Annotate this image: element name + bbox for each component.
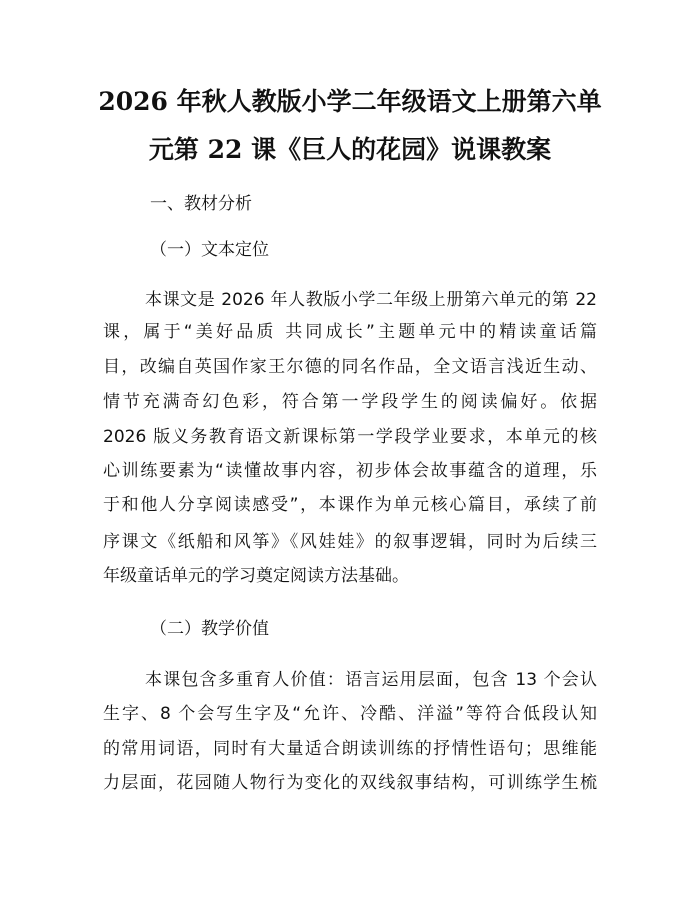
paragraph-line: 目，改编自英国作家王尔德的同名作品，全文语言浅近生动、 xyxy=(103,357,597,377)
subsection-heading-text-positioning: （一）文本定位 xyxy=(150,240,269,260)
paragraph-line: 的常用词语，同时有大量适合朗读训练的抒情性语句；思维能 xyxy=(103,739,597,759)
paragraph-line: 本课包含多重育人价值：语言运用层面，包含 13 个会认 xyxy=(145,670,597,690)
paragraph-line: 生字、8 个会写生字及“允许、冷酷、洋溢”等符合低段认知 xyxy=(103,704,597,724)
paragraph-line: 力层面，花园随人物行为变化的双线叙事结构，可训练学生梳 xyxy=(103,773,597,793)
paragraph-line: 心训练要素为“读懂故事内容，初步体会故事蕴含的道理，乐 xyxy=(103,461,597,481)
section-heading-textbook-analysis: 一、教材分析 xyxy=(150,194,252,214)
paragraph-line: 课，属于“美好品质 共同成长”主题单元中的精读童话篇 xyxy=(103,322,597,342)
document-title-line-2: 元第 22 课《巨人的花园》说课教案 xyxy=(148,135,552,164)
paragraph-line: 本课文是 2026 年人教版小学二年级上册第六单元的第 22 xyxy=(145,290,597,310)
paragraph-line: 序课文《纸船和风筝》《风娃娃》的叙事逻辑，同时为后续三 xyxy=(103,532,597,552)
paragraph-line: 于和他人分享阅读感受”，本课作为单元核心篇目，承续了前 xyxy=(103,495,597,515)
paragraph-line: 年级童话单元的学习奠定阅读方法基础。 xyxy=(103,566,409,586)
paragraph-line: 情节充满奇幻色彩，符合第一学段学生的阅读偏好。依据 xyxy=(103,392,597,412)
paragraph-line: 2026 版义务教育语文新课标第一学段学业要求，本单元的核 xyxy=(103,427,597,447)
subsection-heading-teaching-value: （二）教学价值 xyxy=(150,619,269,639)
document-title-line-1: 2026 年秋人教版小学二年级语文上册第六单 xyxy=(98,87,602,116)
